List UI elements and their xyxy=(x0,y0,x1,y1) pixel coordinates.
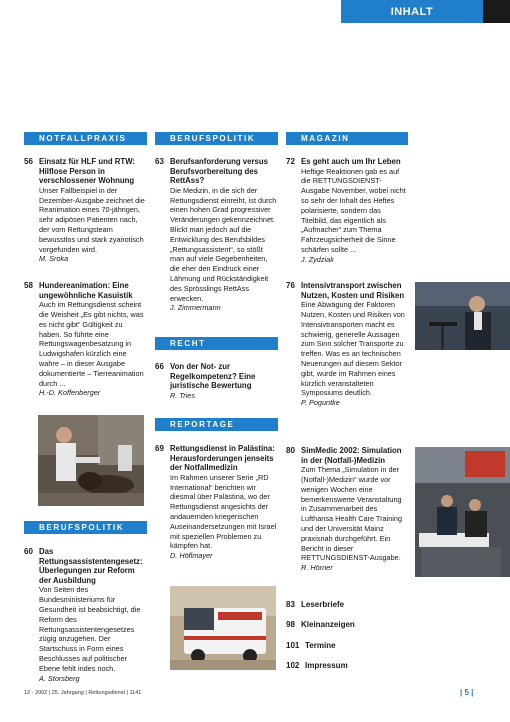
section-header-berufspolitik: BERUFSPOLITIK xyxy=(24,521,147,534)
photo-ambulance xyxy=(170,586,276,670)
entry-text: Unser Fallbeispiel in der Dezember-Ausgabe zeichnet die Reanimation eines 70-jährigen, sehr adipösen Patienten nach, der vom Rettungsteam bewusstlos und stark zyanotisch vorgefunden wird. xyxy=(39,185,145,254)
page-number: 58 xyxy=(24,281,33,290)
entry-title: Kleinanzeigen xyxy=(301,620,355,629)
photo-simulation xyxy=(415,447,510,577)
toc-entry-69[interactable] xyxy=(155,444,277,561)
toc-entry-56[interactable] xyxy=(24,157,146,264)
entry-author: R. Tries xyxy=(170,390,195,400)
entry-author: H.-D. Koffenberger xyxy=(39,388,101,398)
page-number: 69 xyxy=(155,444,164,453)
page-number: 72 xyxy=(286,157,295,166)
entry-author: M. Sroka xyxy=(39,254,69,264)
page-number: 56 xyxy=(24,157,33,166)
toc-entry-66[interactable] xyxy=(155,362,277,401)
entry-author: D. Höflmayer xyxy=(170,551,213,561)
entry-text: Heftige Reaktionen gab es auf die RETTUNGSDIENST-Ausgabe November, wobei nicht so sehr der Inhalt des Heftes polarisierte, sondern das Titelbild, das eigentlich als „Aufmacher“ zum Thema Fahrzeugsicherheit die Sinne schärfen sollte ... xyxy=(301,166,406,254)
entry-author: R. Hörner xyxy=(301,563,333,573)
section-header-berufspolitik: BERUFSPOLITIK xyxy=(155,132,278,145)
entry-title: Von der Not- zur Regelkompetenz? Eine juristische Bewertung xyxy=(170,362,256,391)
entry-title: Einsatz für HLF und RTW: Hilflose Person in verschlossener Wohnung xyxy=(39,157,136,186)
entry-title: Es geht auch um Ihr Leben xyxy=(301,157,401,166)
toc-entry-98[interactable] xyxy=(286,620,355,629)
page-number: 60 xyxy=(24,547,33,556)
entry-text: Zum Thema „Simulation in der (Notfall-)Medizin“ wurde vor wenigen Wochen eine bemerkenswerte Veranstaltung in Zusammenarbeit des Lufthansa Health Care Training und der Universität Mainz praxisnah durchgeführt. Ein Bericht in dieser RETTUNGSDIENST-Ausgabe. xyxy=(301,465,403,563)
entry-title: Termine xyxy=(305,641,336,650)
entry-author: P. Poguntke xyxy=(301,398,340,408)
section-header-magazin: MAGAZIN xyxy=(286,132,408,145)
photo-speaker xyxy=(415,282,510,350)
page-number: 98 xyxy=(286,620,295,629)
entry-text: Die Medizin, in die sich der Rettungsdienst einreiht, ist durch einen hohen Grad progressiver Veränderungen gekennzeichnet. Blickt man jedoch auf die Entwicklung des Berufsbildes „Rettungsassistent“, so stößt man auf viele Gegebenheiten, die eher den Eindruck einer Lähmung und Rückständigkeit des Sprösslings RettAss erwecken. xyxy=(170,185,277,303)
toc-entry-60[interactable] xyxy=(24,547,146,683)
toc-entry-80[interactable] xyxy=(286,446,408,573)
page-number: 102 xyxy=(286,661,300,670)
toc-entry-63[interactable] xyxy=(155,157,277,313)
page-number: 63 xyxy=(155,157,164,166)
photo-dog-reanimation xyxy=(38,415,144,506)
entry-author: J. Zydziak xyxy=(301,254,334,264)
entry-title: Rettungsdienst in Palästina: Herausforderungen jenseits der Notfallmedizin xyxy=(170,444,275,473)
section-header-reportage: REPORTAGE xyxy=(155,418,278,431)
page-number: 66 xyxy=(155,362,164,371)
entry-title: Hundereanimation: Eine ungewöhnliche Kasuistik xyxy=(39,281,133,300)
entry-title: Leserbriefe xyxy=(301,600,345,609)
toc-entry-83[interactable] xyxy=(286,600,344,609)
entry-text: Von Seiten des Bundesministeriums für Gesundheit ist beabsichtigt, die Reform des Rettungsassistentengesetzes zügig anzugehen. Der Startschuss in Form eines Beschlusses auf politischer Ebene fehlt indes noch. xyxy=(39,585,141,673)
section-header-notfallpraxis: NOTFALLPRAXIS xyxy=(24,132,147,145)
toc-entry-102[interactable] xyxy=(286,661,348,670)
page-number: 76 xyxy=(286,281,295,290)
page-number: 83 xyxy=(286,600,295,609)
entry-text: Eine Abwägung der Faktoren Nutzen, Kosten und Risiken von Intensivtransporten macht es schwierig, generelle Aussagen zum Sinn solcher Transporte zu treffen. Was es an technischen Neuerungen auf diesem Sektor gibt, wurde im Rahmen eines kürzlich veranstalteten Symposiums deutlich. xyxy=(301,300,405,398)
page-number: 80 xyxy=(286,446,295,455)
entry-author: J. Zimmermann xyxy=(170,303,221,313)
entry-title: SimMedic 2002: Simulation in der (Notfall-)Medizin xyxy=(301,446,402,465)
page-number: 101 xyxy=(286,641,300,650)
header-block xyxy=(483,0,510,23)
footer-issue-info: 12 · 2002 | 25. Jahrgang | Rettungsdienst | 1141 xyxy=(24,690,142,696)
section-header-recht: RECHT xyxy=(155,337,278,350)
entry-text: Im Rahmen unserer Serie „RD International“ berichten wir diesmal über Palästina, wo der Rettungsdienst angesichts der andauernden kriegerischen Auseinandersetzungen mit Israel mit speziellen Problemen zu kämpfen hat. xyxy=(170,472,277,551)
toc-entry-72[interactable] xyxy=(286,157,408,265)
footer-page-number: | 5 | xyxy=(460,688,474,697)
toc-entry-76[interactable] xyxy=(286,281,408,408)
entry-title: Impressum xyxy=(305,661,348,670)
section-title: INHALT xyxy=(341,0,483,23)
entry-title: Intensivtransport zwischen Nutzen, Kosten und Risiken xyxy=(301,281,405,300)
entry-author: A. Storsberg xyxy=(39,673,80,683)
toc-entry-58[interactable] xyxy=(24,281,146,398)
entry-title: Berufsanforderung versus Berufsvorbereitung des RettAss? xyxy=(170,157,268,186)
toc-entry-101[interactable] xyxy=(286,641,336,650)
entry-title: Das Rettungsassistentengesetz: Überlegungen zur Reform der Ausbildung xyxy=(39,547,143,585)
entry-text: Auch im Rettungsdienst scheint die Weisheit „Es gibt nichts, was es nicht gibt“ Gültigkeit zu haben. So führte eine Rettungswagenbesatzung in Ludwigshafen kürzlich eine wahre – in dieser Ausgabe dokumentierte – Tierreanimation durch ... xyxy=(39,300,144,388)
